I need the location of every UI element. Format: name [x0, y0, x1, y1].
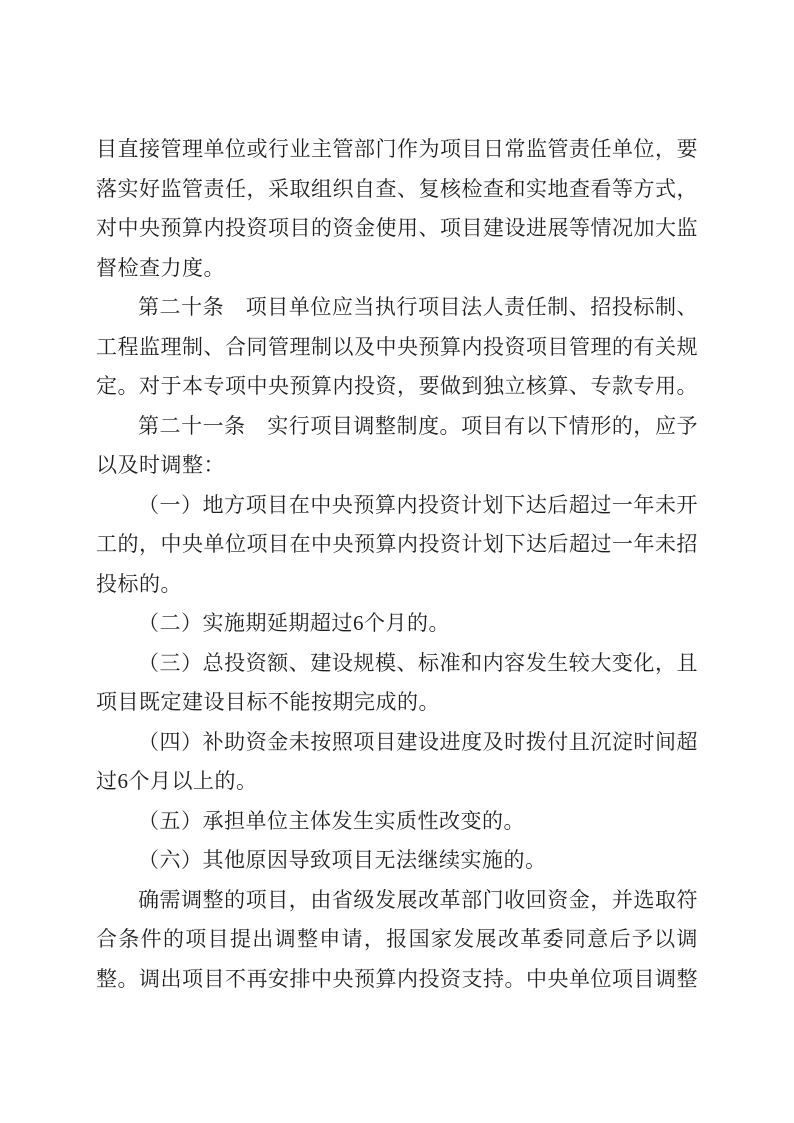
paragraph-adjustment: 确需调整的项目，由省级发展改革部门收回资金，并选取符合条件的项目提出调整申请，报国家发展改革委同意后予以调整。调出项目不再安排中央预算内投资支持。中央单位项目调整 [96, 887, 698, 991]
paragraph-item-4: （四）补助资金未按照项目建设进度及时拨付且沉淀时间超过6个月以上的。 [96, 729, 698, 793]
paragraph-item-1: （一）地方项目在中央预算内投资计划下达后超过一年未开工的，中央单位项目在中央预算内投资计划下达后超过一年未招投标的。 [96, 492, 698, 596]
paragraph-article-21: 第二十一条 实行项目调整制度。项目有以下情形的，应予以及时调整： [96, 413, 698, 477]
document-body-text [96, 130, 698, 999]
paragraph-item-6: （六）其他原因导致项目无法继续实施的。 [138, 848, 547, 872]
paragraph-article-20: 第二十条 项目单位应当执行项目法人责任制、招投标制、工程监理制、合同管理制以及中央预算内投资项目管理的有关规定。对于本专项中央预算内投资，要做到独立核算、专款专用。 [96, 295, 698, 398]
paragraph-item-5: （五）承担单位主体发生实质性改变的。 [138, 808, 525, 833]
paragraph-item-2: （二）实施期延期超过6个月的。 [138, 611, 450, 635]
paragraph-item-3: （三）总投资额、建设规模、标准和内容发生较大变化，且项目既定建设目标不能按期完成的。 [96, 650, 698, 714]
paragraph-continuation: 目直接管理单位或行业主管部门作为项目日常监管责任单位，要落实好监管责任，采取组织自查、复核检查和实地查看等方式，对中央预算内投资项目的资金使用、项目建设进展等情况加大监督检查力度。 [96, 137, 698, 280]
